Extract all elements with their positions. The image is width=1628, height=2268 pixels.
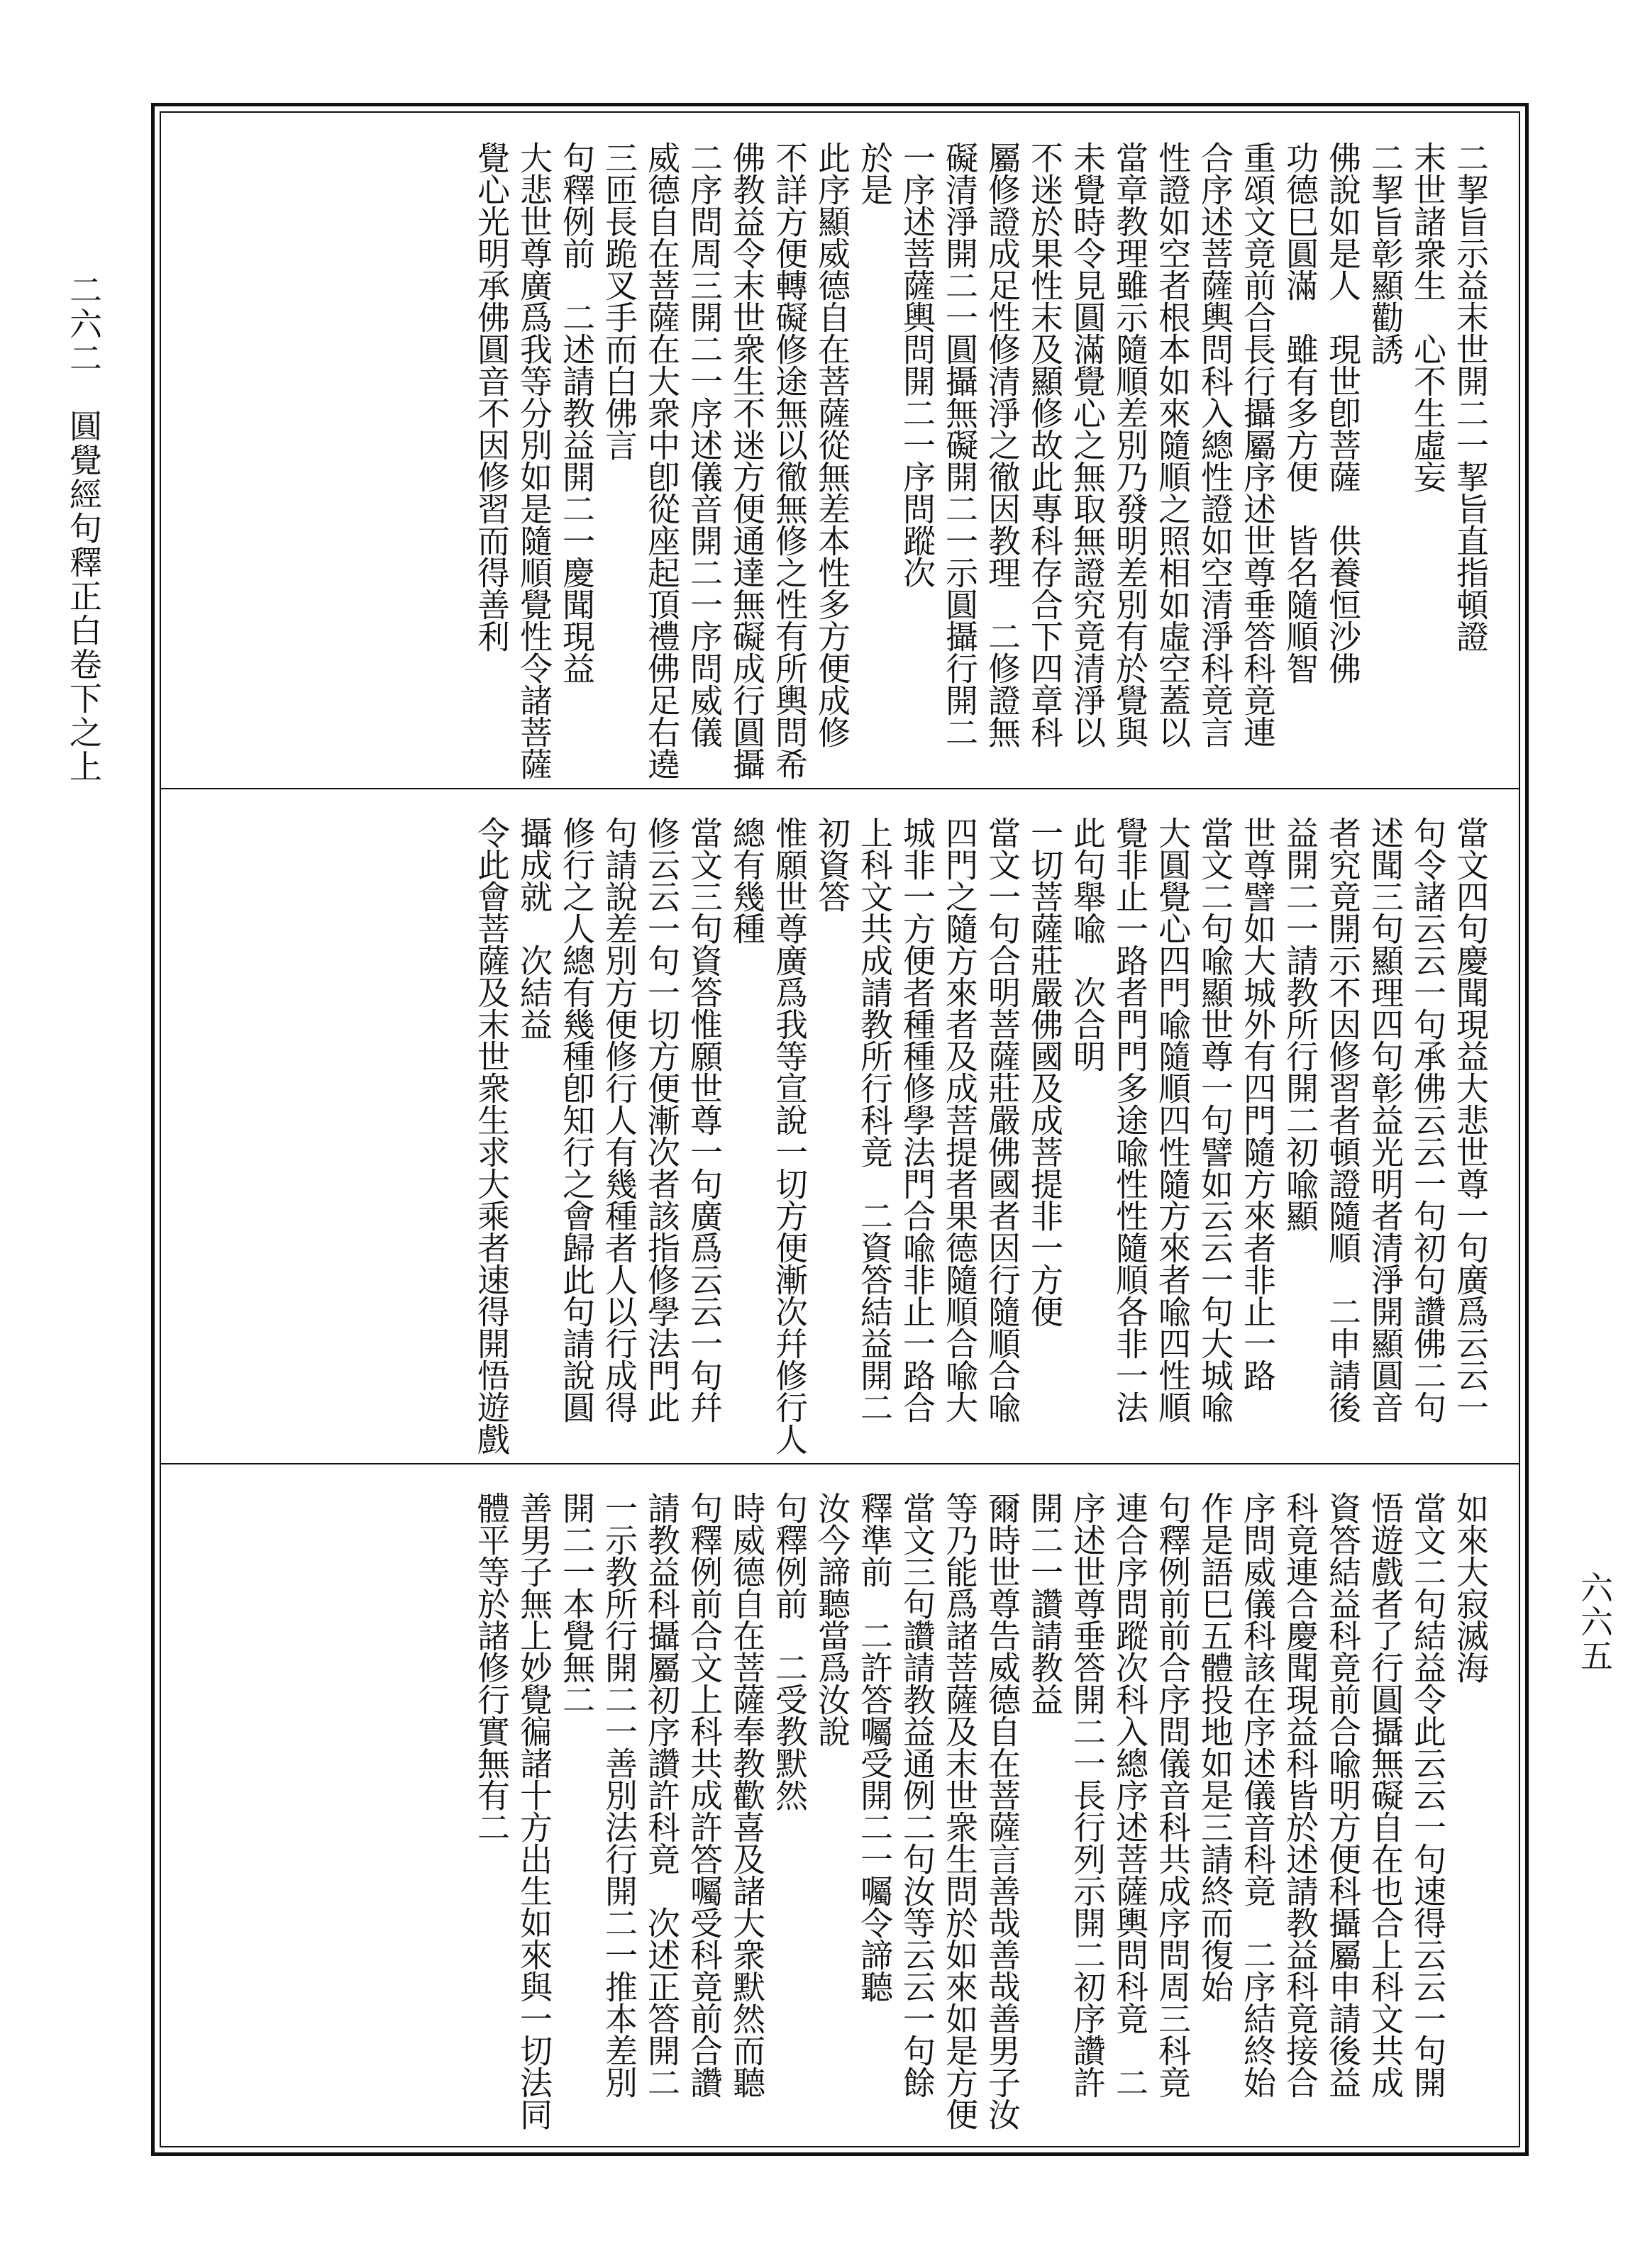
text-column: 總有幾種 — [728, 816, 766, 944]
text-column: 句請說差別方便修行人有幾種者人以行成得 — [600, 816, 638, 1423]
text-column: 當文二句結益令此云云一句速得云云一句開 — [1409, 1491, 1447, 2098]
text-column: 佛教益令末世衆生不迷方便通達無礙成行圓攝 — [728, 141, 766, 779]
text-column: 汝今諦聽當爲汝說 — [813, 1491, 851, 1747]
text-column: 二挈旨示益末世開二一挈旨直指頓證 — [1451, 141, 1490, 652]
text-column: 開二一讚請教益 — [1026, 1491, 1064, 1715]
text-column: 覺心光明承佛圓音不因修習而得善利 — [472, 141, 511, 652]
text-column: 三匝長跪叉手而白佛言 — [600, 141, 638, 460]
text-column: 句釋例前 二述請教益開二一慶聞現益 — [558, 141, 596, 684]
text-column: 當文四句慶聞現益大悲世尊一句廣爲云云一 — [1451, 816, 1490, 1423]
text-column: 四門之隨方來者及成菩提者果德隨順合喩大 — [941, 816, 979, 1423]
text-column: 攝成就 次結益 — [515, 816, 553, 1040]
band-divider — [161, 1463, 1519, 1464]
text-column: 修云云一句一切方便漸次者該指修學法門此 — [643, 816, 681, 1423]
text-column: 開二一本覺無二 — [558, 1491, 596, 1715]
text-block-middle — [470, 816, 1492, 1455]
text-column: 當文三句讚請教益通例二句汝等云云一句餘 — [898, 1491, 936, 2098]
text-column: 性證如空者根本如來隨順之照相如虛空蓋以 — [1153, 141, 1192, 747]
text-column: 佛說如是人 現世卽菩薩 供養恒沙佛 — [1324, 141, 1362, 684]
text-column: 覺非止一路者門門多途喩性性隨順各非一法 — [1111, 816, 1149, 1423]
text-column: 合序述菩薩輿問科入總性證如空清淨科竟言 — [1196, 141, 1234, 747]
text-column: 當文一句合明菩薩莊嚴佛國者因行隨順合喩 — [983, 816, 1021, 1423]
text-column: 如來大寂滅海 — [1451, 1491, 1490, 1683]
text-column: 初資答 — [813, 816, 851, 912]
text-column: 一切菩薩莊嚴佛國及成菩提非一方便 — [1026, 816, 1064, 1327]
text-column: 等乃能爲諸菩薩及末世衆生問於如來如是方便 — [941, 1491, 979, 2130]
text-column: 時威德自在菩薩奉教歡喜及諸大衆默然而聽 — [728, 1491, 766, 2098]
text-band-bottom — [168, 1470, 1512, 2130]
text-column: 句釋例前合文上科共成許答囑受科竟前合讚 — [685, 1491, 724, 2098]
text-column: 當章教理雖示隨順差別乃發明差別有於覺與 — [1111, 141, 1149, 747]
text-column: 當文二句喩顯世尊一句譬如云云一句大城喩 — [1196, 816, 1234, 1423]
text-column: 重頌文竟前合長行攝屬序述世尊垂答科竟連 — [1239, 141, 1277, 747]
text-column: 城非一方便者種種修學法門合喩非止一路合 — [898, 816, 936, 1423]
text-column: 礙清淨開二一圓攝無礙開二一示圓攝行開二 — [941, 141, 979, 747]
text-column: 修行之人總有幾種卽知行之會歸此句請說圓 — [558, 816, 596, 1423]
text-column: 屬修證成足性修清淨之徹因教理 二修證無 — [983, 141, 1021, 747]
text-column: 大悲世尊廣爲我等分別如是隨順覺性令諸菩薩 — [515, 141, 553, 779]
text-column: 惟願世尊廣爲我等宣說一切方便漸次幷修行人 — [770, 816, 809, 1455]
text-column: 句令諸云云一句承佛云云一句初句讚佛二句 — [1409, 816, 1447, 1423]
text-column: 連合序問蹤次科入總序述菩薩輿問科竟 二 — [1111, 1491, 1149, 2098]
text-block-bottom — [470, 1491, 1492, 2130]
text-column: 體平等於諸修行實無有二 — [472, 1491, 511, 1842]
text-band-middle — [168, 795, 1512, 1455]
text-column: 益開二一請教所行開二初喩顯 — [1281, 816, 1319, 1231]
text-column: 未覺時令見圓滿覺心之無取無證究竟清淨以 — [1068, 141, 1107, 747]
text-column: 不詳方便轉礙修途無以徹無修之性有所輿問希 — [770, 141, 809, 779]
text-column: 威德自在菩薩在大衆中卽從座起頂禮佛足右遶 — [643, 141, 681, 779]
text-column: 不迷於果性末及顯修故此專科存合下四章科 — [1026, 141, 1064, 747]
text-column: 作是語巳五體投地如是三請終而復始 — [1196, 1491, 1234, 2002]
text-column: 悟遊戲者了行圓攝無礙自在也合上科文共成 — [1366, 1491, 1405, 2098]
text-column: 於是 — [855, 141, 894, 205]
text-column: 二挈旨彰顯勸誘 — [1366, 141, 1405, 365]
band-divider — [161, 788, 1519, 789]
margin-running-title: 二六二 圓覺經句釋正白卷下之上 — [65, 273, 103, 784]
text-block-top — [470, 141, 1492, 779]
text-column: 世尊譬如大城外有四門隨方來者非止一路 — [1239, 816, 1277, 1391]
text-column: 句釋例前前合序問儀音科共成序問周三科竟 — [1153, 1491, 1192, 2098]
text-column: 二序問周三開二一序述儀音開二一序問威儀 — [685, 141, 724, 747]
text-column: 爾時世尊告威德自在菩薩言善哉善哉善男子汝 — [983, 1491, 1021, 2130]
text-column: 當文三句資答惟願世尊一句廣爲云云一句幷 — [685, 816, 724, 1423]
text-column: 令此會菩薩及末世衆生求大乘者速得開悟遊戲 — [472, 816, 511, 1455]
text-column: 者究竟開示不因修習者頓證隨順 二申請後 — [1324, 816, 1362, 1423]
text-column: 上科文共成請教所行科竟 二資答結益開二 — [855, 816, 894, 1423]
text-column: 大圓覺心四門喩隨順四性隨方來者喩四性順 — [1153, 816, 1192, 1423]
text-column: 句釋例前 二受教默然 — [770, 1491, 809, 1811]
margin-page-number: 六六五 — [1576, 1571, 1614, 1673]
text-column: 述聞三句顯理四句彰益光明者清淨開顯圓音 — [1366, 816, 1405, 1423]
text-column: 此序顯威德自在菩薩從無差本性多方便成修 — [813, 141, 851, 747]
text-column: 序述世尊垂答開二一長行列示開二初序讚許 — [1068, 1491, 1107, 2098]
text-column: 請教益科攝屬初序讚許科竟 次述正答開二 — [643, 1491, 681, 2098]
page-frame — [151, 103, 1529, 2156]
text-column: 末世諸衆生 心不生虛妄 — [1409, 141, 1447, 492]
text-column: 功德巳圓滿 雖有多方便 皆名隨順智 — [1281, 141, 1319, 684]
text-column: 此句舉喩 次合明 — [1068, 816, 1107, 1072]
text-column: 善男子無上妙覺徧諸十方出生如來與一切法同 — [515, 1491, 553, 2130]
text-column: 釋準前 二許答囑受開二一囑令諦聽 — [855, 1491, 894, 2002]
text-column: 序問威儀科該在序述儀音科竟 二序結終始 — [1239, 1491, 1277, 2098]
text-column: 一示教所行開二一善別法行開二一推本差別 — [600, 1491, 638, 2098]
text-column: 資答結益科竟前合喩明方便科攝屬申請後益 — [1324, 1491, 1362, 2098]
text-column: 科竟連合慶聞現益科皆於述請教益科竟接合 — [1281, 1491, 1319, 2098]
page-frame-inner — [160, 111, 1520, 2147]
text-band-top — [168, 120, 1512, 779]
text-column: 一序述菩薩輿問開二一序問蹤次 — [898, 141, 936, 588]
